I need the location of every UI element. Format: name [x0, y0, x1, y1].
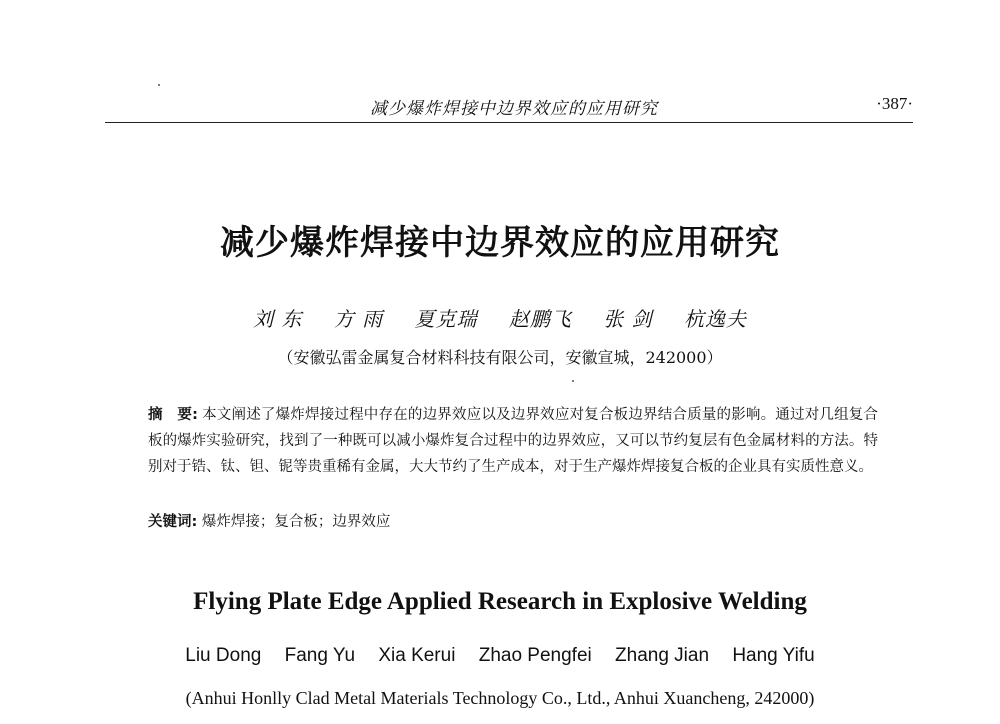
- author-cn: 杭逸夫: [683, 307, 747, 331]
- author-cn: 张 剑: [603, 307, 653, 331]
- author-en: Zhao Pengfei: [478, 645, 592, 666]
- author-en: Zhang Jian: [615, 645, 710, 666]
- author-en: Xia Kerui: [378, 645, 456, 666]
- author-en: Hang Yifu: [732, 645, 815, 666]
- author-cn: 夏克瑞: [414, 307, 478, 331]
- running-header: [105, 92, 913, 123]
- abstract-label: 摘 要:: [148, 407, 198, 423]
- keywords: [148, 510, 390, 531]
- author-cn: 方 雨: [333, 307, 384, 331]
- english-authors: [0, 645, 1000, 667]
- english-affiliation: (Anhui Honlly Clad Metal Materials Technology Co., Ltd., Anhui Xuancheng, 242000): [185, 688, 815, 708]
- chinese-authors: [0, 303, 1000, 332]
- author-en: Fang Yu: [284, 645, 356, 666]
- chinese-title: 减少爆炸焊接中边界效应的应用研究: [220, 223, 780, 263]
- abstract-text: 本文阐述了爆炸焊接过程中存在的边界效应以及边界效应对复合板边界结合质量的影响。通过对几组复合板的爆炸实验研究，找到了一种既可以减小爆炸复合过程中的边界效应，又可以节约复层有色金属材料的方法。特别对于锆、钛、钽、铌等贵重稀有金属，大大节约了生产成本，对于生产爆炸焊接复合板的企业具有实质性意义。: [148, 407, 878, 475]
- abstract: [148, 402, 878, 480]
- author-en: Liu Dong: [185, 645, 262, 666]
- keywords-label: 关键词:: [148, 514, 198, 530]
- chinese-affiliation: （安徽弘雷金属复合材料科技有限公司，安徽宣城，242000）: [277, 348, 723, 367]
- scan-speck: [572, 380, 574, 382]
- author-cn: 刘 东: [253, 307, 303, 331]
- running-title: 减少爆炸焊接中边界效应的应用研究: [370, 99, 658, 119]
- author-cn: 赵鹏飞: [508, 307, 572, 331]
- keywords-text: 爆炸焊接；复合板；边界效应: [201, 514, 391, 530]
- page-number: ·387·: [876, 94, 913, 113]
- scan-speck: [158, 84, 160, 86]
- english-title: Flying Plate Edge Applied Research in Explosive Welding: [193, 588, 807, 615]
